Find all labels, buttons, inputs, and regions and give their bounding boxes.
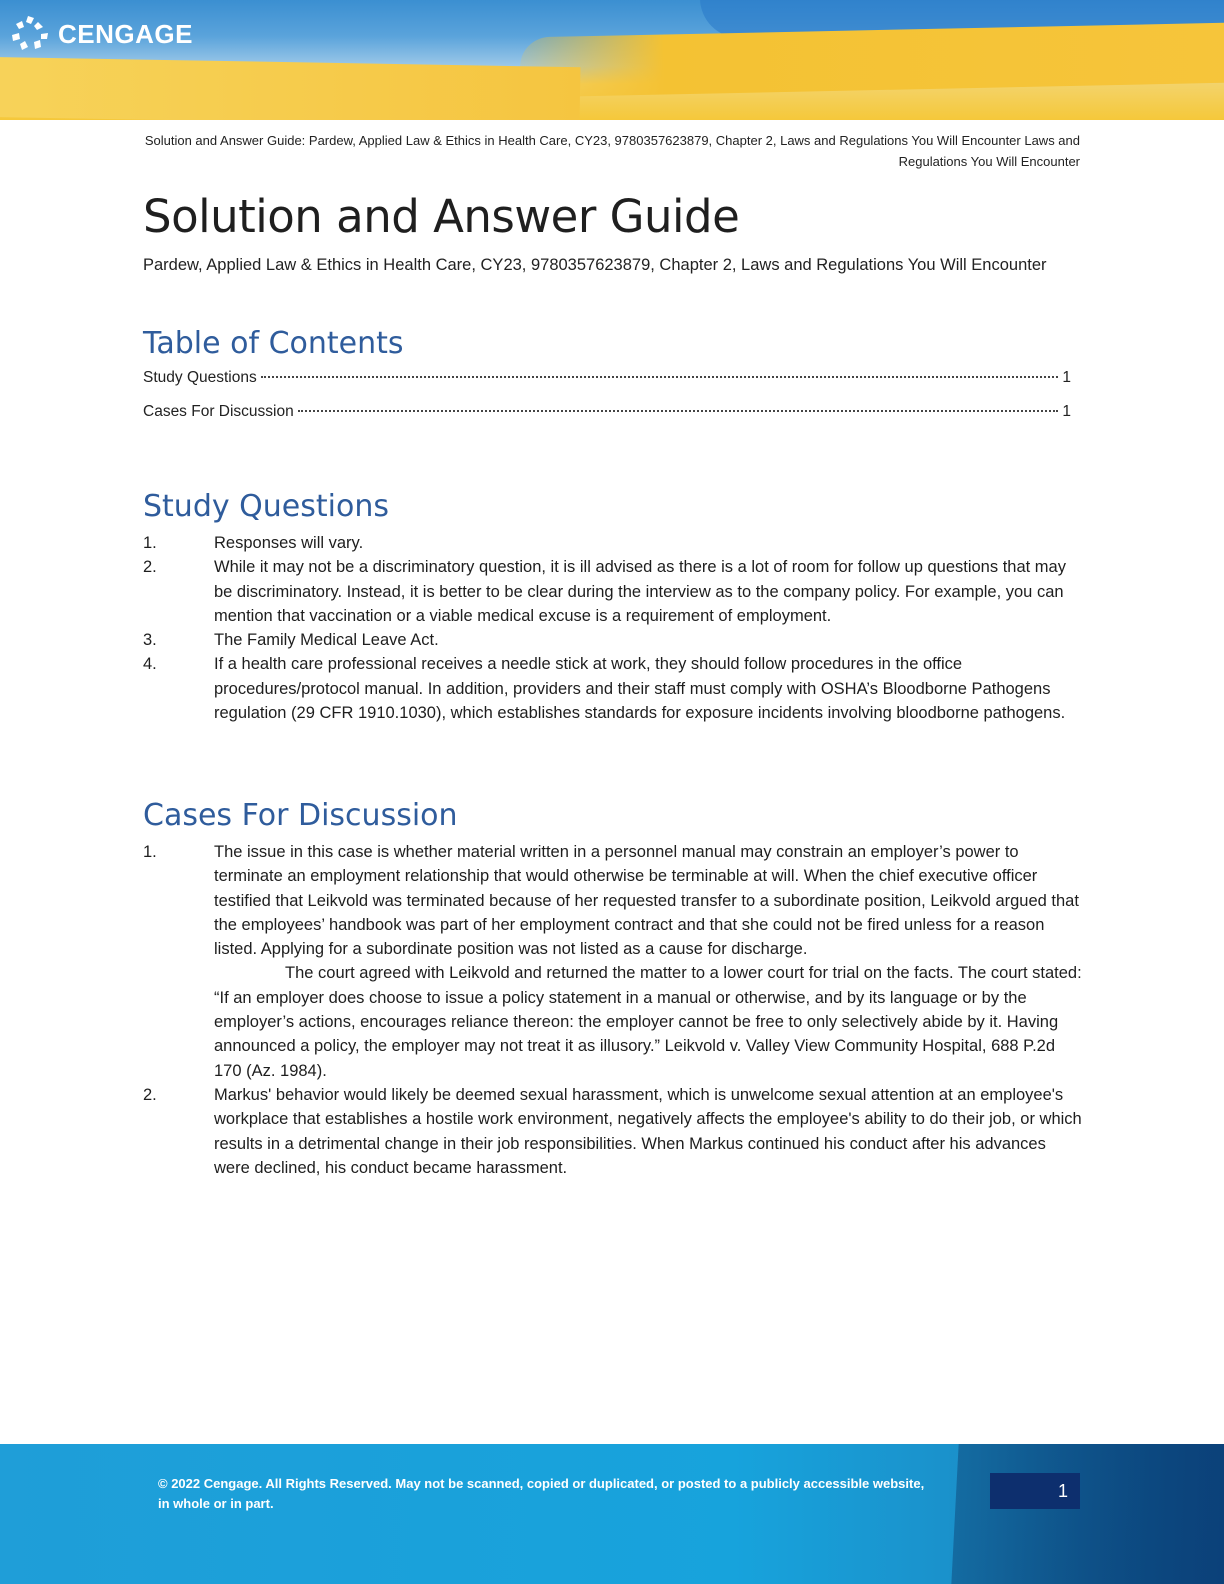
- cases-list: [143, 840, 1083, 1180]
- cengage-logo-icon: [10, 14, 50, 54]
- item-text: The Family Medical Leave Act.: [214, 631, 439, 650]
- toc-entry-label[interactable]: Study Questions: [143, 369, 257, 386]
- toc-entry-page: 1: [1062, 369, 1071, 386]
- logo-text: CENGAGE: [58, 18, 193, 49]
- header-banner: [0, 0, 1224, 120]
- item-text: The issue in this case is whether material written in a personnel manual may constrain an employer’s power to terminate an employment relationship that would otherwise be terminable at will. When the chief executive officer testified that Leikvold was terminated because of her requested transfer to a subordinate position, Leikvold argued that the employees’ handbook was part of her employment contract and that she could not be fired unless for a reason listed. Applying for a subordinate position was not listed as a cause for discharge.: [214, 843, 1079, 959]
- toc-entry-page: 1: [1062, 403, 1071, 420]
- banner-wash-yellow-left: [0, 57, 580, 120]
- list-item: [143, 1083, 1083, 1180]
- toc-heading: Table of Contents: [143, 326, 404, 361]
- footer-dark-wash: [951, 1444, 1224, 1584]
- item-number: 1.: [143, 534, 157, 552]
- item-text: Markus' behavior would likely be deemed sexual harassment, which is unwelcome sexual attention at an employee's workplace that establishes a hostile work environment, negatively affects the employee's ability to do their job, or which results in a detrimental change in their job responsibilities. When Markus continued his conduct after his advances were declined, his conduct became harassment.: [214, 1085, 1082, 1177]
- list-item: [143, 652, 1083, 725]
- document-title: Solution and Answer Guide: [143, 190, 740, 243]
- list-item: [143, 628, 1083, 652]
- running-head: Solution and Answer Guide: Pardew, Applied Law & Ethics in Health Care, CY23, 9780357623879, Chapter 2, Laws and Regulations You Will Encounter Laws and Regulations You Will Encounter: [144, 133, 1080, 169]
- item-number: 1.: [143, 843, 157, 861]
- document-subtitle: Pardew, Applied Law & Ethics in Health Care, CY23, 9780357623879, Chapter 2, Laws and Regulations You Will Encounter: [143, 256, 1047, 274]
- page-number: 1: [990, 1473, 1080, 1509]
- item-number: 4.: [143, 655, 157, 674]
- toc-entry-label[interactable]: Cases For Discussion: [143, 403, 294, 420]
- list-item: [143, 555, 1083, 628]
- item-text-continued: The court agreed with Leikvold and returned the matter to a lower court for trial on the facts. The court stated: “If an employer does choose to issue a policy statement in a manual or otherwise, and by its language or by the employer’s actions, encourages reliance thereon: the employer cannot be free to only selectively abide by it. Having announced a policy, the employer may not treat it as illusory.” Leikvold v. Valley View Community Hospital, 688 P.2d 170 (Az. 1984).: [214, 964, 1082, 1080]
- toc-entry[interactable]: [143, 403, 1071, 421]
- toc-leader-dots: [298, 410, 1059, 412]
- item-number: 2.: [143, 558, 157, 577]
- item-text: If a health care professional receives a needle stick at work, they should follow procedures in the office procedures/protocol manual. In addition, providers and their staff must comply with OSHA’s Bloodborne Pathogens regulation (29 CFR 1910.1030), which establishes standards for exposure incidents involving bloodborne pathogens.: [214, 655, 1066, 723]
- copyright-notice: © 2022 Cengage. All Rights Reserved. May not be scanned, copied or duplicated, or posted to a publicly accessible website, in whole or in part.: [158, 1476, 925, 1511]
- item-text: While it may not be a discriminatory question, it is ill advised as there is a lot of room for follow up questions that may be discriminatory. Instead, it is better to be clear during the interview as to the company policy. For example, you can mention that vaccination or a viable medical excuse is a requirement of employment.: [214, 558, 1066, 625]
- item-text: Responses will vary.: [214, 534, 364, 552]
- cengage-logo: [10, 14, 193, 54]
- toc-entry[interactable]: [143, 369, 1071, 387]
- cases-heading: Cases For Discussion: [143, 798, 458, 833]
- banner-wash-yellow: [519, 22, 1224, 97]
- item-number: 2.: [143, 1085, 157, 1104]
- toc-leader-dots: [261, 376, 1059, 378]
- list-item: [143, 840, 1083, 1083]
- item-number: 3.: [143, 631, 157, 650]
- study-questions-heading: Study Questions: [143, 489, 389, 524]
- list-item: [143, 531, 1083, 555]
- study-questions-list: [143, 531, 1083, 725]
- footer-banner: [0, 1444, 1224, 1584]
